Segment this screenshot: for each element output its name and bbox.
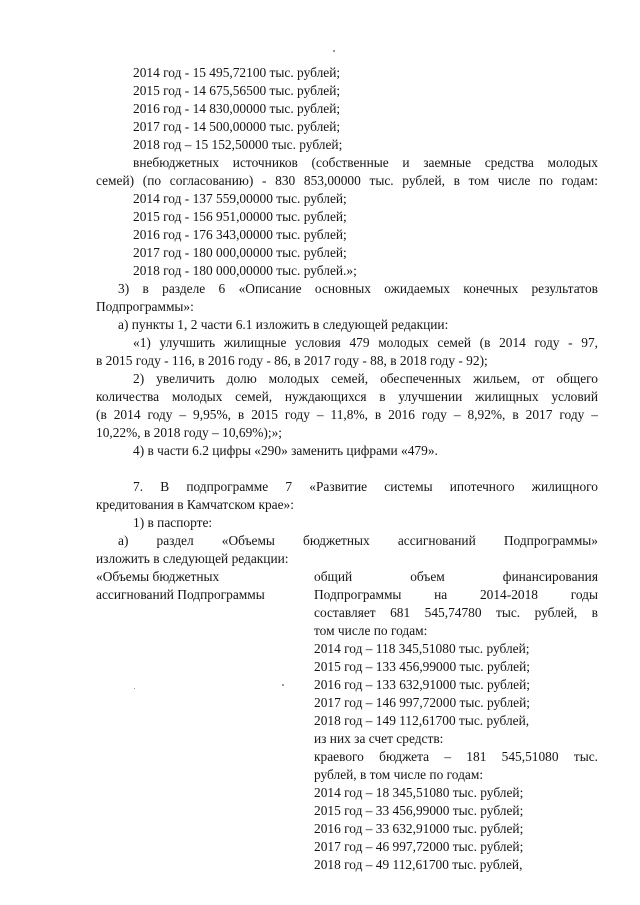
table-right-cell-line: 2016 год – 133 632,91000 тыс. рублей;: [314, 677, 531, 692]
text-line: 2016 год - 176 343,00000 тыс. рублей;: [133, 227, 347, 242]
text-line: 2016 год - 14 830,00000 тыс. рублей;: [133, 101, 341, 116]
section-heading: 7. В подпрограмме 7 «Развитие системы ипотечного жилищного: [133, 479, 598, 494]
table-right-cell-line: рублей, в том числе по годам:: [314, 767, 484, 782]
text-line: кредитования в Камчатском крае»:: [96, 497, 294, 512]
text-line: 2015 год - 156 951,00000 тыс. рублей;: [133, 209, 347, 224]
table-right-cell-line: 2014 год – 18 345,51080 тыс. рублей;: [314, 785, 524, 800]
text-line: 10,22%, в 2018 году – 10,69%);»;: [96, 425, 283, 440]
table-right-cell-line: 2018 год – 149 112,61700 тыс. рублей,: [314, 713, 530, 728]
table-right-cell-line: из них за счет средств:: [314, 731, 444, 746]
text-line: 2017 год - 14 500,00000 тыс. рублей;: [133, 119, 341, 134]
text-line: изложить в следующей редакции:: [96, 551, 289, 566]
text-line: 4) в части 6.2 цифры «290» заменить цифрами «479».: [133, 443, 438, 458]
table-right-cell-line: 2015 год – 133 456,99000 тыс. рублей;: [314, 659, 531, 674]
text-line: 2018 год - 180 000,00000 тыс. рублей.»;: [133, 263, 357, 278]
table-left-cell-line: «Объемы бюджетных: [96, 569, 220, 584]
table-right-cell-line: составляет 681 545,74780 тыс. рублей, в: [314, 605, 598, 620]
text-line: 2015 год - 14 675,56500 тыс. рублей;: [133, 83, 341, 98]
table-right-cell-line: 2014 год – 118 345,51080 тыс. рублей;: [314, 641, 530, 656]
table-right-cell-line: общий объем финансирования: [314, 569, 598, 584]
text-line: 2018 год – 15 152,50000 тыс. рублей;: [133, 137, 343, 152]
scan-speck: [282, 684, 284, 686]
text-line: 3) в разделе 6 «Описание основных ожидаемых конечных результатов: [118, 281, 598, 296]
table-right-cell-line: 2015 год – 33 456,99000 тыс. рублей;: [314, 803, 524, 818]
scan-speck: [134, 688, 135, 689]
table-right-cell-line: 2016 год – 33 632,91000 тыс. рублей;: [314, 821, 524, 836]
table-right-cell-line: Подпрограммы на 2014-2018 годы: [314, 587, 598, 602]
table-right-cell-line: краевого бюджета – 181 545,51080 тыс.: [314, 749, 598, 764]
table-left-cell-line: ассигнований Подпрограммы: [96, 587, 265, 602]
text-line: 2) увеличить долю молодых семей, обеспеченных жильем, от общего: [133, 371, 598, 386]
text-line: «1) улучшить жилищные условия 479 молодых семей (в 2014 году - 97,: [133, 335, 598, 350]
text-line: (в 2014 году – 9,95%, в 2015 году – 11,8%, в 2016 году – 8,92%, в 2017 году –: [96, 407, 598, 422]
text-line: семей) (по согласованию) - 830 853,00000 тыс. рублей, в том числе по годам:: [96, 173, 598, 188]
text-line: внебюджетных источников (собственные и заемные средства молодых: [133, 155, 598, 170]
table-right-cell-line: 2017 год – 46 997,72000 тыс. рублей;: [314, 839, 524, 854]
table-right-cell-line: 2017 год – 146 997,72000 тыс. рублей;: [314, 695, 531, 710]
text-line: 2014 год - 137 559,00000 тыс. рублей;: [133, 191, 347, 206]
text-line: 2017 год - 180 000,00000 тыс. рублей;: [133, 245, 347, 260]
table-right-cell-line: 2018 год – 49 112,61700 тыс. рублей,: [314, 857, 523, 872]
text-line: а) раздел «Объемы бюджетных ассигнований Подпрограммы»: [118, 533, 598, 548]
text-line: а) пункты 1, 2 части 6.1 изложить в следующей редакции:: [118, 317, 449, 332]
text-line: количества молодых семей, нуждающихся в улучшении жилищных условий: [96, 389, 598, 404]
table-right-cell-line: том числе по годам:: [314, 623, 428, 638]
text-line: 1) в паспорте:: [133, 515, 213, 530]
scan-speck: [333, 50, 335, 52]
text-line: в 2015 году - 116, в 2016 году - 86, в 2017 году - 88, в 2018 году - 92);: [96, 353, 488, 368]
text-line: Подпрограммы»:: [96, 299, 194, 314]
text-line: 2014 год - 15 495,72100 тыс. рублей;: [133, 65, 341, 80]
